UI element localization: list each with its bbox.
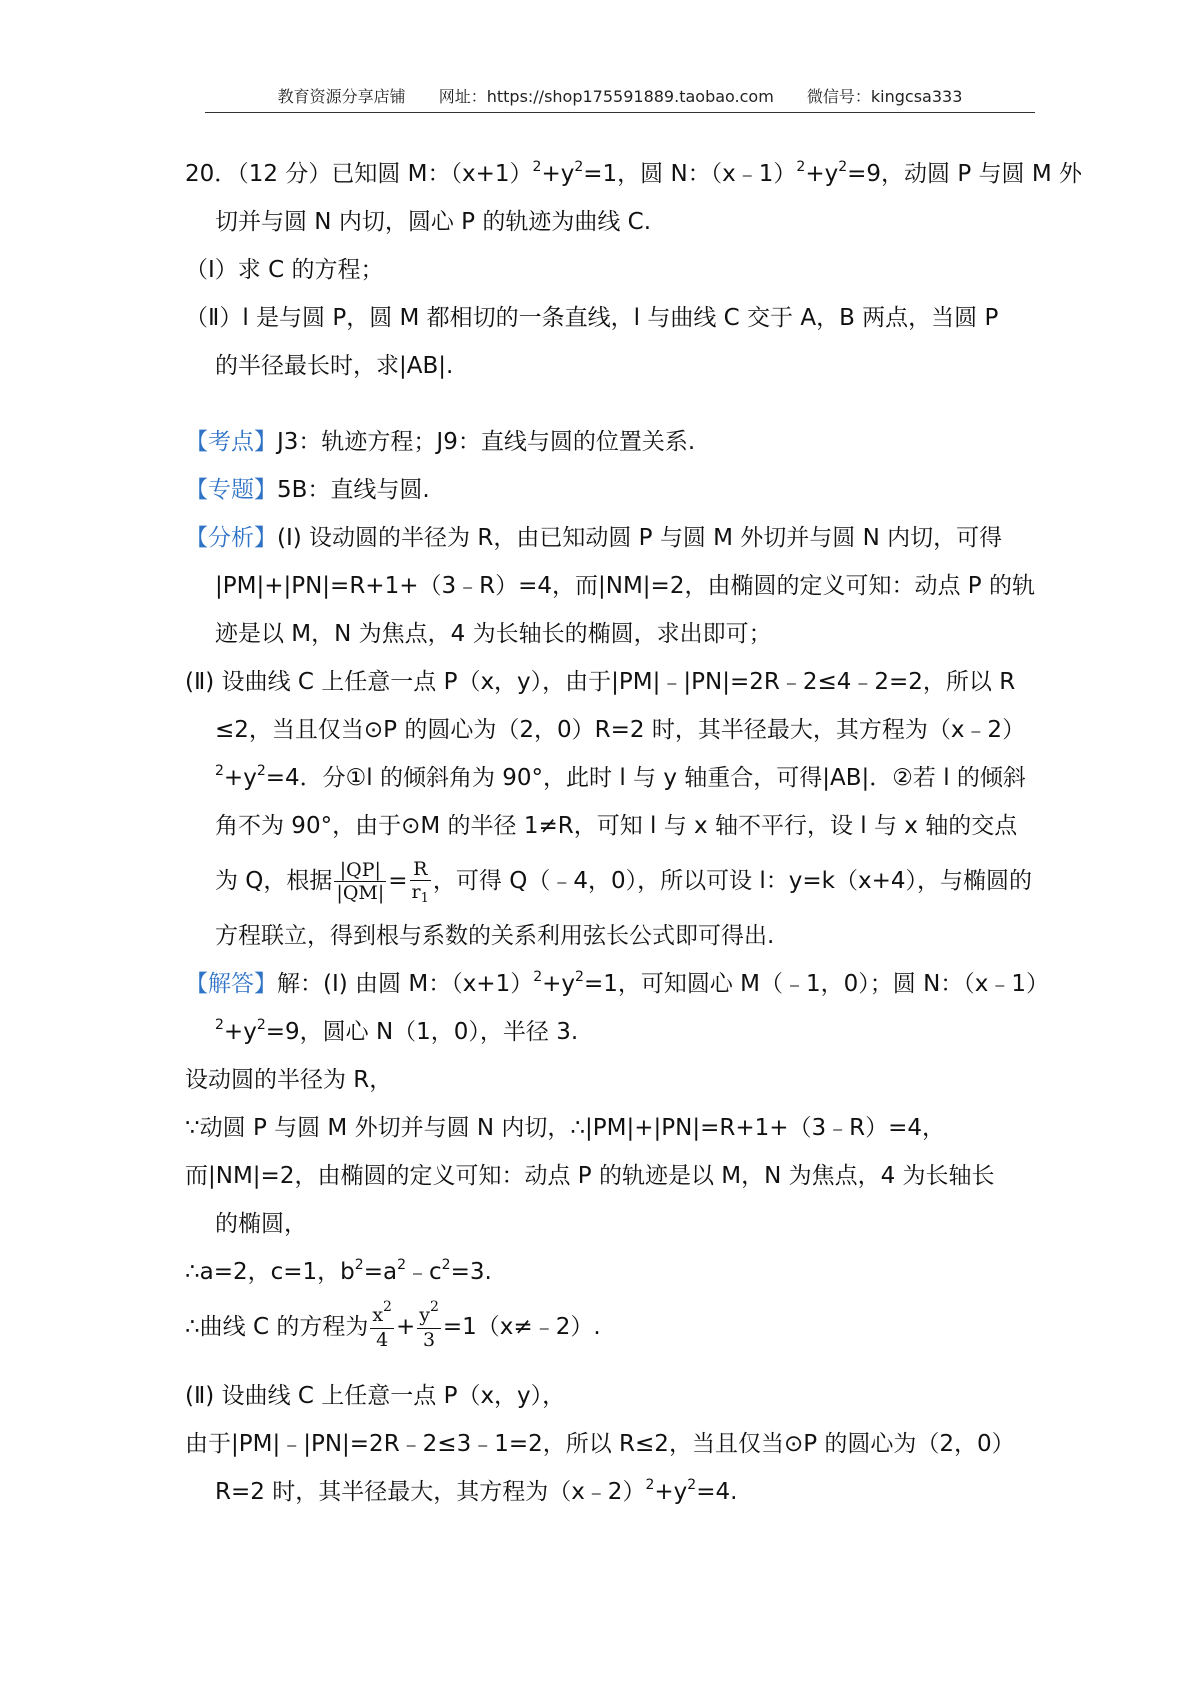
ellipse-term-y: $\frac{y^2}{3}$ <box>419 1299 439 1351</box>
jieda-tag: 【解答】 <box>185 971 277 997</box>
ratio-r-r1: $\frac{R}{r_1}$ <box>411 857 429 906</box>
problem-line-1: 20．（12 分）已知圆 M：$(x+1)^2+y^2=1$，圆 N：$(x﹣1)^2+y^2=9$，动圆 P 与圆 M 外 <box>185 159 1083 187</box>
analysis-line-7: 角不为 90°，由于⊙M 的半径 1≠R，可知 l 与 x 轴不平行，设 l 与 x 轴的交点 <box>215 813 1018 839</box>
kaodian-tag: 【考点】 <box>185 429 277 455</box>
solution-line-7: ∴a=2，c=1，$b^2=a^2﹣c^2=3$. <box>185 1257 492 1285</box>
header-divider <box>205 112 1035 113</box>
problem-part-1: （Ⅰ）求 C 的方程； <box>185 257 384 283</box>
solution-line-2: $^2+y^2=9$，圆心 N（1，0），半径 3. <box>215 1017 579 1045</box>
analysis-line-9: 方程联立，得到根与系数的关系利用弦长公式即可得出. <box>215 923 775 949</box>
solution-line-4: ∵动圆 P 与圆 M 外切并与圆 N 内切，∴|PM|+|PN|=R+1+（3﹣R）=4， <box>185 1115 946 1141</box>
analysis-line-2: |PM|+|PN|=R+1+（3﹣R）=4，而|NM|=2，由椭圆的定义可知：动点 P 的轨 <box>215 573 1035 599</box>
problem-part-2-cont: 的半径最长时，求|AB|. <box>215 353 454 379</box>
analysis-section <box>185 514 1035 960</box>
analysis-line-6: $^2+y^2=4$．分①l 的倾斜角为 90°，此时 l 与 y 轴重合，可得|AB|．②若 l 的倾斜 <box>215 763 1026 791</box>
problem-statement <box>185 150 1083 390</box>
document-body <box>185 150 1083 1516</box>
wechat-id: 微信号：kingcsa333 <box>806 87 963 106</box>
problem-part-2: （Ⅱ）l 是与圆 P，圆 M 都相切的一条直线，l 与曲线 C 交于 A，B 两点，当圆 P <box>185 305 999 331</box>
analysis-line-5: ≤2，当且仅当⊙P 的圆心为（2，0）R=2 时，其半径最大，其方程为（x﹣2） <box>215 717 1026 743</box>
solution-line-6: 的椭圆， <box>215 1211 307 1237</box>
analysis-line-1: 【分析】(Ⅰ) 设动圆的半径为 R，由已知动圆 P 与圆 M 外切并与圆 N 内切，可得 <box>185 525 1003 551</box>
zhuanti-tag: 【专题】 <box>185 477 277 503</box>
solution-line-9: (Ⅱ) 设曲线 C 上任意一点 P（x，y）， <box>185 1383 566 1409</box>
analysis-line-4: (Ⅱ) 设曲线 C 上任意一点 P（x，y），由于|PM|﹣|PN|=2R﹣2≤4﹣2=2，所以 R <box>185 669 1016 695</box>
solution-line-10: 由于|PM|﹣|PN|=2R﹣2≤3﹣1=2，所以 R≤2，当且仅当⊙P 的圆心为（2，0） <box>185 1431 1015 1457</box>
solution-line-3: 设动圆的半径为 R， <box>185 1067 393 1093</box>
ratio-qp-qm: $\frac{|QP|}{|QM|}$ <box>336 859 385 904</box>
ellipse-term-x: $\frac{x^2}{4}$ <box>372 1299 392 1351</box>
problem-line-2: 切并与圆 N 内切，圆心 P 的轨迹为曲线 C. <box>215 209 652 235</box>
analysis-line-3: 迹是以 M，N 为焦点，4 为长轴长的椭圆，求出即可； <box>215 621 772 647</box>
kaodian-line: 【考点】J3：轨迹方程；J9：直线与圆的位置关系. <box>185 429 696 455</box>
zhuanti-line: 【专题】5B：直线与圆. <box>185 477 430 503</box>
page-header <box>205 84 1035 107</box>
solution-section <box>185 960 1050 1516</box>
fenxi-tag: 【分析】 <box>185 525 277 551</box>
analysis-line-8: 为 Q，根据 $\frac{|QP|}{|QM|}$ = $\frac{R}{r_1}$ ，可得 Q（﹣4，0），所以可设 l：y=k（x+4），与椭圆的 <box>215 857 1033 906</box>
shop-url: 网址：https://shop175591889.taobao.com <box>438 87 774 106</box>
solution-line-11: R=2 时，其半径最大，其方程为$(x﹣2)^2+y^2=4$. <box>215 1477 738 1505</box>
solution-line-8: ∴曲线 C 的方程为 $\frac{x^2}{4}$ + $\frac{y^2}{3}$ =1（x≠﹣2）. <box>185 1299 601 1351</box>
shop-name: 教育资源分享店铺 <box>277 87 406 106</box>
solution-line-5: 而|NM|=2，由椭圆的定义可知：动点 P 的轨迹是以 M，N 为焦点，4 为长轴长 <box>185 1163 995 1189</box>
solution-line-1: 【解答】解：(Ⅰ) 由圆 M：$(x+1)^2+y^2=1$，可知圆心 M（﹣1，0）；圆 N：（x﹣1） <box>185 969 1050 997</box>
